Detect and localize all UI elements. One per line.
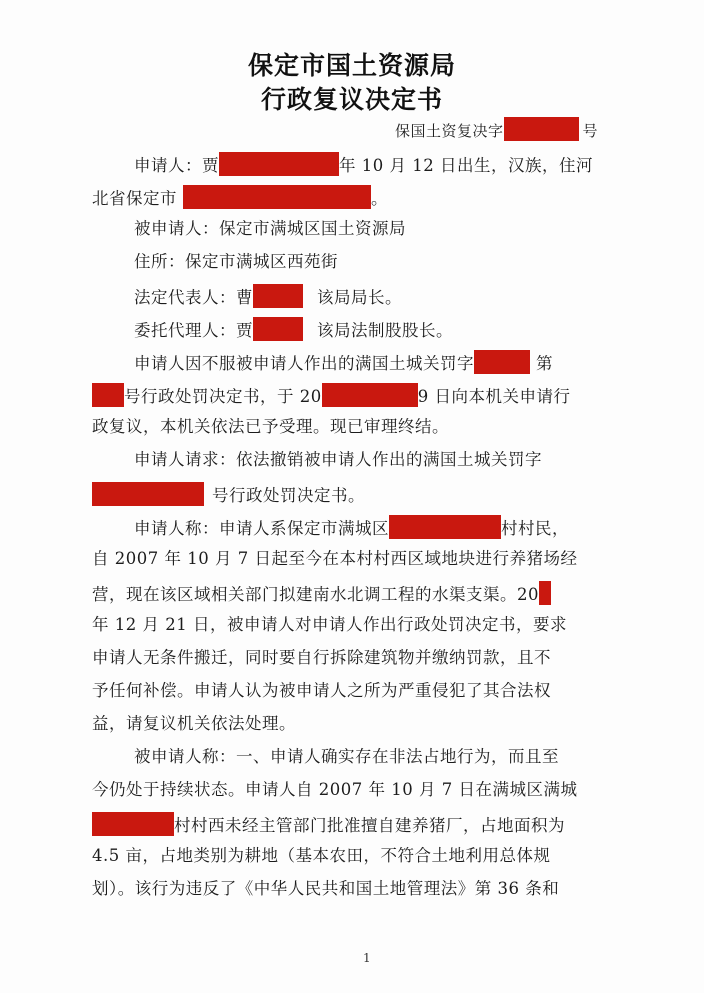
paragraph-line: [92, 713, 296, 735]
redaction-block: [92, 482, 204, 506]
line-text: 第: [536, 354, 553, 373]
line-text: 自 2007 年 10 月 7 日起至今在本村村西区域地块进行养猪场经: [92, 549, 578, 568]
paragraph-line: [134, 284, 402, 309]
document-number-prefix: 保国土资复决字: [395, 122, 504, 140]
line-text: 申请人称：申请人系保定市满城区: [134, 519, 389, 538]
paragraph-line: [92, 845, 551, 867]
paragraph-line: [134, 251, 338, 273]
line-text: 。: [371, 189, 388, 208]
line-text: 营，现在该区域相关部门拟建南水北调工程的水渠支渠。20: [92, 585, 539, 604]
redaction-block: [92, 383, 124, 407]
paragraph-line: [134, 746, 559, 768]
paragraph-line: [92, 482, 365, 507]
line-text: 住所：保定市满城区西苑街: [134, 252, 338, 271]
paragraph-line: [92, 680, 551, 702]
redaction-block: [389, 515, 501, 539]
line-text: 4.5 亩，占地类别为耕地（基本农田，不符合土地利用总体规: [92, 846, 551, 865]
line-text: 政复议，本机关依法已予受理。现已审理终结。: [92, 417, 449, 436]
line-text: 北省保定市: [92, 189, 177, 208]
redaction-block: [539, 581, 551, 605]
redaction-block: [504, 117, 579, 141]
line-text: 村村西未经主管部门批准擅自建养猪厂，占地面积为: [174, 816, 565, 835]
line-text: 9 日向本机关申请行: [417, 387, 571, 406]
paragraph-line: [134, 449, 542, 471]
paragraph-line: [92, 812, 565, 837]
line-text: 该局法制股股长。: [317, 321, 453, 340]
line-text: 今仍处于持续状态。申请人自 2007 年 10 月 7 日在满城区满城: [92, 780, 578, 799]
line-text: 申请人无条件搬迁，同时要自行拆除建筑物并缴纳罚款，且不: [92, 648, 551, 667]
line-text: 申请人因不服被申请人作出的满国土城关罚字: [134, 354, 474, 373]
redaction-block: [183, 185, 371, 209]
paragraph-line: [92, 185, 388, 210]
line-text: 年 12 月 21 日，被申请人对申请人作出行政处罚决定书，要求: [92, 615, 567, 634]
paragraph-line: [92, 416, 449, 438]
paragraph-line: [134, 218, 406, 240]
line-text: 该局局长。: [317, 288, 402, 307]
line-text: 益，请复议机关依法处理。: [92, 714, 296, 733]
line-text: 划）。该行为违反了《中华人民共和国土地管理法》第 36 条和: [92, 879, 560, 898]
paragraph-line: [92, 383, 571, 408]
document-number: [395, 117, 598, 142]
paragraph-line: [134, 515, 569, 540]
paragraph-line: [92, 614, 567, 636]
paragraph-line: [92, 779, 577, 801]
line-text: 号行政处罚决定书。: [212, 486, 365, 505]
paragraph-line: [134, 350, 553, 375]
paragraph-line: [92, 647, 551, 669]
redaction-block: [322, 383, 418, 407]
document-title-line-1: 保定市国土资源局: [247, 51, 456, 80]
paragraph-line: [134, 152, 593, 177]
line-text: 法定代表人：曹: [134, 288, 253, 307]
redaction-block: [253, 284, 303, 308]
line-text: 申请人：贾: [134, 156, 219, 175]
line-text: 年 10 月 12 日出生，汉族，住河: [339, 156, 593, 175]
redaction-block: [253, 317, 303, 341]
paragraph-line: [92, 581, 551, 606]
paragraph-line: [92, 548, 577, 570]
line-text: 予任何补偿。申请人认为被申请人之所为严重侵犯了其合法权: [92, 681, 551, 700]
paragraph-line: [134, 317, 453, 342]
line-text: 号行政处罚决定书，于 20: [124, 387, 322, 406]
document-number-suffix: 号: [582, 122, 599, 140]
paragraph-line: [92, 878, 559, 900]
redaction-block: [219, 152, 339, 176]
line-text: 村村民，: [501, 519, 569, 538]
document-title-line-2: 行政复议决定书: [260, 85, 443, 114]
redaction-block: [474, 350, 530, 374]
redaction-block: [92, 812, 174, 836]
line-text: 被申请人：保定市满城区国土资源局: [134, 219, 406, 238]
line-text: 委托代理人：贾: [134, 321, 253, 340]
line-text: 申请人请求：依法撤销被申请人作出的满国土城关罚字: [134, 450, 542, 469]
line-text: 被申请人称：一、申请人确实存在非法占地行为，而且至: [134, 747, 559, 766]
page-number: 1: [363, 951, 371, 965]
